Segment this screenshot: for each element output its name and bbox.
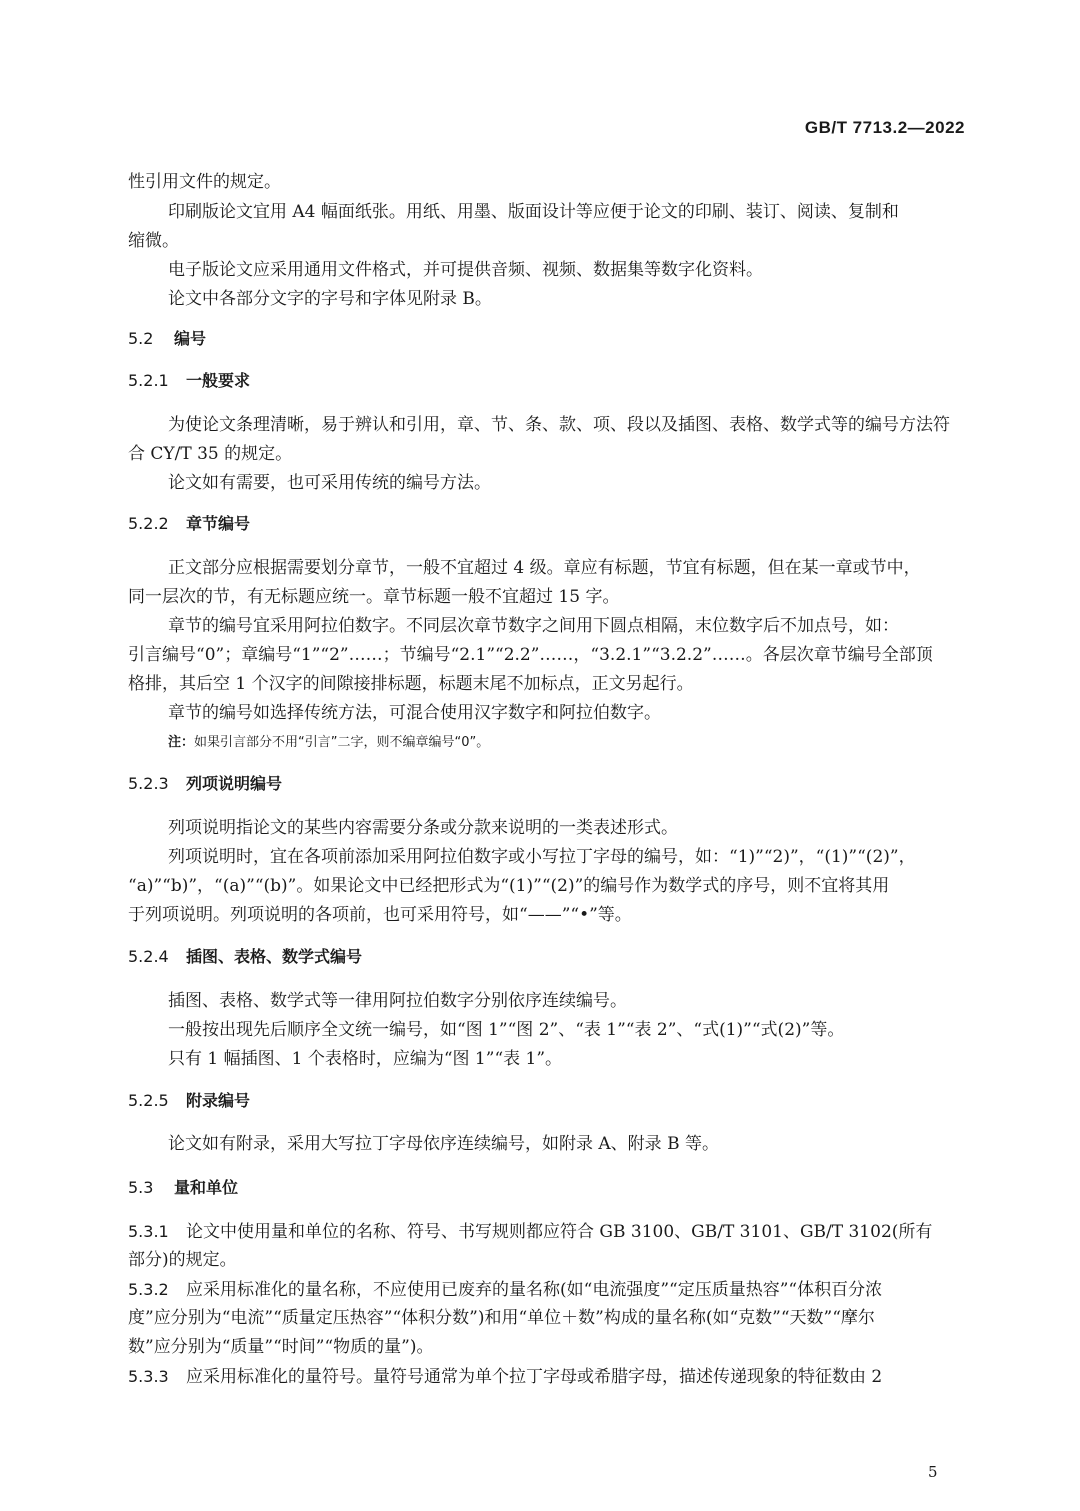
paragraph-line: 于列项说明。列项说明的各项前，也可采用符号，如“——”“•”等。 [128,905,632,925]
section-title: 列项说明编号 [186,774,283,793]
section-heading-5-2-4 [128,945,362,969]
clause-number: 5.3.2 [128,1280,169,1299]
paragraph-line: 为使论文条理清晰，易于辨认和引用，章、节、条、款、项、段以及插图、表格、数学式等的编号方法符 [168,415,950,435]
section-title: 编号 [174,329,207,348]
clause-5-3-1-line [128,1219,968,1245]
paragraph-line: 论文如有需要，也可采用传统的编号方法。 [168,473,491,493]
section-number: 5.2.5 [128,1091,169,1110]
paragraph-line: 章节的编号宜采用阿拉伯数字。不同层次章节数字之间用下圆点相隔，末位数字后不加点号，如： [168,616,899,636]
paragraph-line: 印刷版论文宜用 A4 幅面纸张。用纸、用墨、版面设计等应便于论文的印刷、装订、阅读、复制和 [168,202,899,222]
paragraph-line: 论文中各部分文字的字号和字体见附录 B。 [168,289,492,309]
paragraph-line: 引言编号“0”；章编号“1”“2”……；节编号“2.1”“2.2”……，“3.2.1”“3.2.2”……。各层次章节编号全部顶 [128,645,933,665]
standard-number-header: GB/T 7713.2—2022 [804,118,965,137]
section-heading-5-2-3 [128,772,282,796]
note [168,733,489,753]
section-number: 5.2.4 [128,947,169,966]
paragraph-line: 合 CY/T 35 的规定。 [128,444,293,464]
paragraph-line: 度”应分别为“电流”“质量定压热容”“体积分数”)和用“单位＋数”构成的量名称(如“克数”“天数”“摩尔 [128,1308,875,1328]
clause-number: 5.3.3 [128,1367,169,1386]
paragraph-line: 章节的编号如选择传统方法，可混合使用汉字数字和阿拉伯数字。 [168,703,661,723]
paragraph-line: “a)”“b)”，“(a)”“(b)”。如果论文中已经把形式为“(1)”“(2)”的编号作为数学式的序号，则不宜将其用 [128,876,890,896]
paragraph-line: 数”应分别为“质量”“时间”“物质的量”)。 [128,1337,434,1357]
paragraph-line: 同一层次的节，有无标题应统一。章节标题一般不宜超过 15 字。 [128,587,620,607]
paragraph-line: 插图、表格、数学式等一律用阿拉伯数字分别依序连续编号。 [168,991,627,1011]
section-number: 5.2.2 [128,514,169,533]
section-number: 5.2.1 [128,371,169,390]
clause-text: 论文中使用量和单位的名称、符号、书写规则都应符合 GB 3100、GB/T 3101、GB/T 3102(所有 [186,1222,933,1242]
paragraph-line: 一般按出现先后顺序全文统一编号，如“图 1”“图 2”、“表 1”“表 2”、“式(1)”“式(2)”等。 [168,1020,845,1040]
paragraph-line: 格排，其后空 1 个汉字的间隙接排标题，标题末尾不加标点，正文另起行。 [128,674,694,694]
section-number: 5.2 [128,329,154,348]
section-title: 章节编号 [186,514,251,533]
section-heading-5-2-2 [128,512,250,536]
section-title: 插图、表格、数学式编号 [186,947,363,966]
section-number: 5.3 [128,1178,154,1197]
note-label: 注： [168,735,195,750]
paragraph-line: 性引用文件的规定。 [128,172,281,192]
note-text: 如果引言部分不用“引言”二字，则不编章编号“0”。 [194,735,490,750]
clause-number: 5.3.1 [128,1222,169,1241]
paragraph-line: 只有 1 幅插图、1 个表格时，应编为“图 1”“表 1”。 [168,1049,563,1069]
clause-5-3-2-line [128,1277,968,1303]
paragraph-line: 列项说明时，宜在各项前添加采用阿拉伯数字或小写拉丁字母的编号，如：“1)”“2)”，“(1)”“(2)”， [168,847,916,867]
section-heading-5-2-5 [128,1089,250,1113]
clause-5-3-3-line [128,1364,968,1390]
page-number: 5 [928,1463,938,1481]
paragraph-line: 正文部分应根据需要划分章节，一般不宜超过 4 级。章应有标题，节宜有标题，但在某一章或节中， [168,558,921,578]
section-title: 量和单位 [174,1178,239,1197]
paragraph-line: 列项说明指论文的某些内容需要分条或分款来说明的一类表述形式。 [168,818,678,838]
section-title: 一般要求 [186,371,251,390]
section-number: 5.2.3 [128,774,169,793]
paragraph-line: 缩微。 [128,231,179,251]
section-heading-5-2-1 [128,369,250,393]
clause-text: 应采用标准化的量名称，不应使用已废弃的量名称(如“电流强度”“定压质量热容”“体积百分浓 [186,1280,883,1300]
section-heading-5-3 [128,1176,238,1200]
paragraph-line: 电子版论文应采用通用文件格式，并可提供音频、视频、数据集等数字化资料。 [168,260,763,280]
section-title: 附录编号 [186,1091,251,1110]
clause-text: 应采用标准化的量符号。量符号通常为单个拉丁字母或希腊字母，描述传递现象的特征数由 2 [186,1367,883,1387]
paragraph-line: 部分)的规定。 [128,1250,237,1270]
section-heading-5-2 [128,327,206,351]
paragraph-line: 论文如有附录，采用大写拉丁字母依序连续编号，如附录 A、附录 B 等。 [168,1134,719,1154]
